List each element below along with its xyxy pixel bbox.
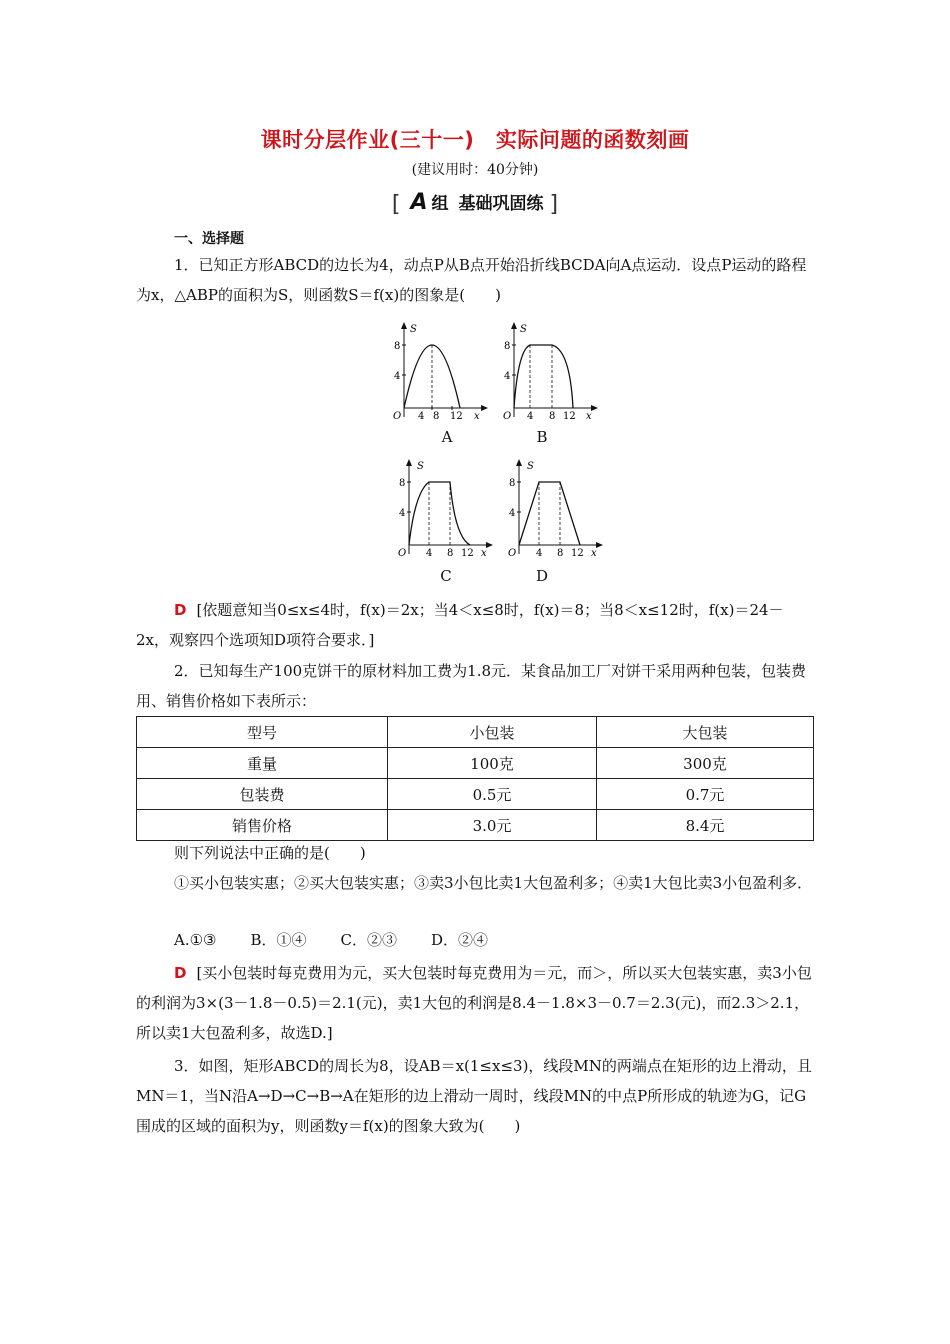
bracket-close: ]: [549, 192, 559, 217]
q2-explanation: [136, 958, 816, 1048]
q2-option-c: C．②③: [340, 931, 398, 949]
packaging-table: [136, 716, 814, 841]
q2-option-b: B．①④: [250, 931, 307, 949]
table-cell: 3.0元: [388, 810, 597, 841]
q1-stem: 1．已知正方形ABCD的边长为4，动点P从B点开始沿折线BCDA向A点运动．设点P运动的路程为x，△ABP的面积为S，则函数S＝f(x)的图象是( ): [136, 256, 807, 304]
y-axis-label: S: [520, 324, 527, 335]
group-letter: A: [410, 190, 428, 215]
table-cell: 0.7元: [597, 779, 814, 810]
time-note: (建议用时：40分钟): [411, 162, 539, 178]
y-axis-label: S: [527, 461, 534, 472]
option-label-a: A: [441, 428, 453, 446]
x-axis-label: x: [481, 548, 487, 559]
x-axis-label: x: [474, 411, 480, 422]
x-tick-label: 8: [549, 411, 556, 422]
origin-label: O: [508, 548, 517, 559]
table-cell: 重量: [137, 748, 388, 779]
table-cell: 0.5元: [388, 779, 597, 810]
q2-option-d: D．②④: [431, 931, 489, 949]
table-header-cell: 小包装: [388, 717, 597, 748]
table-cell: 300克: [597, 748, 814, 779]
q3-stem: 3．如图，矩形ABCD的周长为8，设AB＝x(1≤x≤3)，线段MN的两端点在矩形的边上滑动，且MN＝1，当N沿A→D→C→B→A在矩形的边上滑动一周时，线段MN的中点P所形成的轨迹为G，记G围成的区域的面积为y，则函数y＝f(x)的图象大致为( ): [136, 1057, 812, 1135]
x-tick-label: 4: [426, 548, 433, 559]
q2-statements: ①买小包装实惠；②买大包装实惠；③卖3小包比卖1大包盈利多；④卖1大包比卖3小包盈利多．: [174, 874, 813, 892]
q1-explanation: [136, 595, 816, 655]
graph-a: [390, 320, 490, 425]
q2-question: 则下列说法中正确的是( ): [174, 844, 366, 862]
y-tick-label: 8: [504, 341, 511, 352]
page-title: 课时分层作业(三十一) 实际问题的函数刻画: [260, 128, 690, 152]
x-axis-label: x: [591, 548, 597, 559]
y-axis-label: S: [417, 461, 424, 472]
graph-b: [500, 320, 600, 425]
group-suffix: 组: [431, 194, 449, 214]
table-header-cell: 大包装: [597, 717, 814, 748]
table-cell: 8.4元: [597, 810, 814, 841]
table-row: [137, 748, 814, 779]
q2-answer: D: [174, 964, 187, 982]
table-header-row: [137, 717, 814, 748]
option-label-b: B: [536, 428, 548, 446]
x-tick-label: 12: [563, 411, 576, 422]
q2-explanation-text: [买小包装时每克费用为元，买大包装时每克费用为＝元，而＞，所以买大包装实惠，卖3小包的利润为3×(3－1.8－0.5)＝2.1(元)，卖1大包的利润是8.4－1.8×3－0.7＝2.3(元)，而2.3＞2.1，所以卖1大包盈利多，故选D.]: [136, 964, 812, 1042]
x-tick-label: 8: [447, 548, 454, 559]
y-tick-label: 4: [399, 508, 406, 519]
section-title: 一、选择题: [174, 231, 244, 247]
q1-explanation-text: [依题意知当0≤x≤4时，f(x)＝2x；当4＜x≤8时，f(x)＝8；当8＜x≤12时，f(x)＝24－2x，观察四个选项知D项符合要求．]: [136, 601, 784, 649]
q2-options: [174, 929, 522, 950]
y-tick-label: 4: [394, 371, 401, 382]
y-tick-label: 8: [509, 478, 516, 489]
table-row: [137, 810, 814, 841]
x-tick-label: 12: [461, 548, 474, 559]
x-tick-label: 12: [450, 411, 463, 422]
origin-label: O: [398, 548, 407, 559]
x-tick-label: 4: [536, 548, 543, 559]
table-row: [137, 779, 814, 810]
y-tick-label: 8: [399, 478, 406, 489]
group-label: 基础巩固练: [458, 194, 544, 214]
q2-stem: 2．已知每生产100克饼干的原材料加工费为1.8元．某食品加工厂对饼干采用两种包装，包装费用、销售价格如下表所示：: [136, 662, 807, 710]
x-tick-label: 8: [433, 411, 440, 422]
y-tick-label: 4: [509, 508, 516, 519]
table-cell: 销售价格: [137, 810, 388, 841]
option-label-d: D: [535, 567, 549, 585]
y-axis-label: S: [410, 324, 417, 335]
graph-c: [395, 457, 495, 562]
table-header-cell: 型号: [137, 717, 388, 748]
group-banner: [0, 189, 950, 217]
y-tick-label: 8: [394, 341, 401, 352]
x-tick-label: 4: [418, 411, 425, 422]
x-tick-label: 8: [557, 548, 564, 559]
table-cell: 包装费: [137, 779, 388, 810]
graph-d: [505, 457, 605, 562]
q2-option-a: A.①③: [174, 931, 217, 949]
option-label-c: C: [440, 567, 452, 585]
bracket-open: [: [391, 192, 401, 217]
x-axis-label: x: [586, 411, 592, 422]
y-tick-label: 4: [504, 371, 511, 382]
origin-label: O: [393, 411, 402, 422]
x-tick-label: 4: [527, 411, 534, 422]
table-cell: 100克: [388, 748, 597, 779]
x-tick-label: 12: [571, 548, 584, 559]
origin-label: O: [503, 411, 512, 422]
q1-answer: D: [174, 601, 187, 619]
